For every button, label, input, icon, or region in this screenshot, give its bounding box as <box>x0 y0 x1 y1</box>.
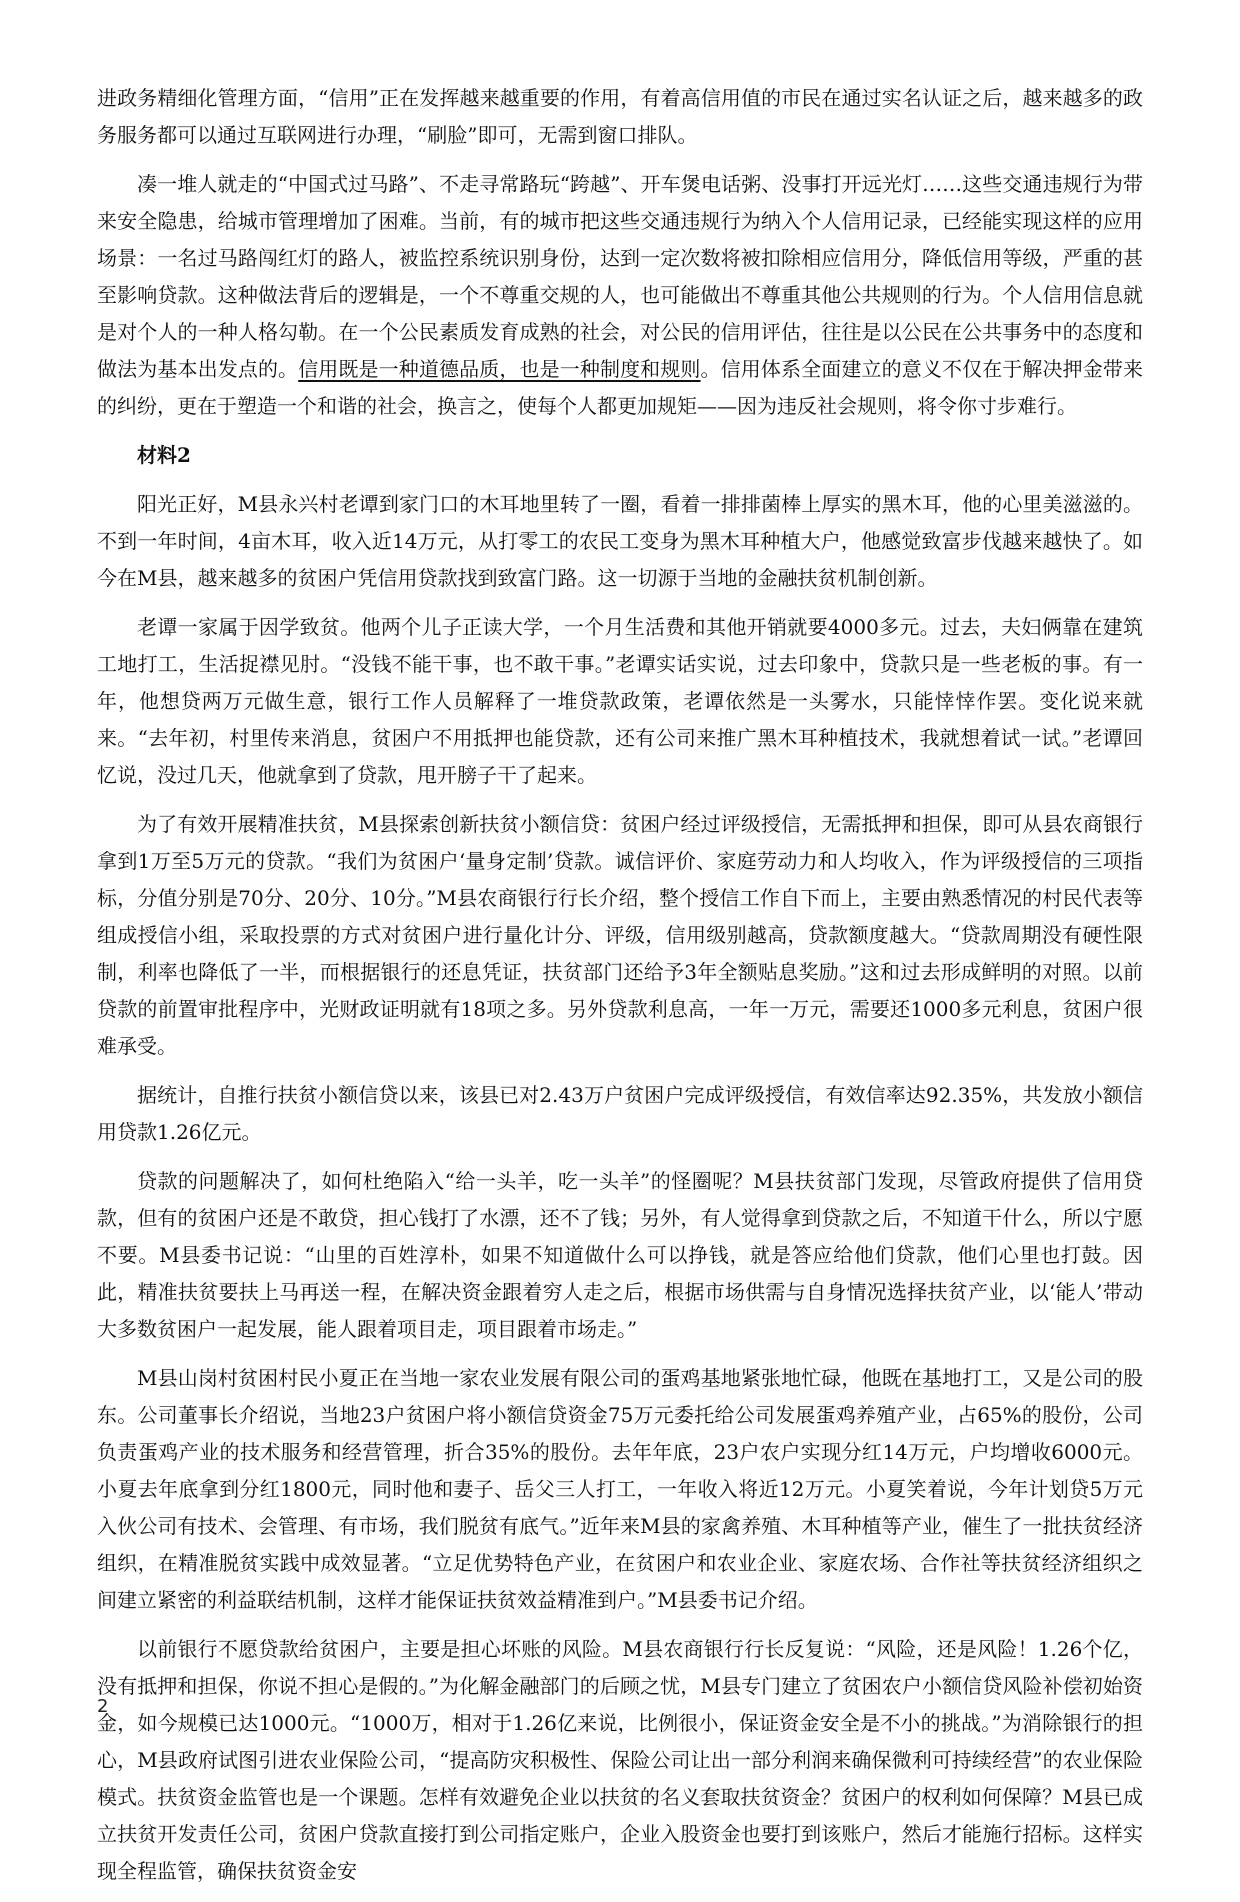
paragraph-traffic-violations <box>97 166 1143 425</box>
section-heading-material-2: 材料2 <box>137 443 191 467</box>
paragraph-statistics: 据统计，自推行扶贫小额信贷以来，该县已对2.43万户贫困户完成评级授信，有效信率达92.35%，共发放小额信用贷款1.26亿元。 <box>97 1083 1143 1144</box>
paragraph-credit-governance: 进政务精细化管理方面，“信用”正在发挥越来越重要的作用，有着高信用值的市民在通过实名认证之后，越来越多的政务服务都可以通过互联网进行办理，“刷脸”即可，无需到窗口排队。 <box>97 86 1143 147</box>
document-page <box>97 80 1143 1902</box>
paragraph-industry-support: 贷款的问题解决了，如何杜绝陷入“给一头羊，吃一头羊”的怪圈呢？M县扶贫部门发现，尽管政府提供了信用贷款，但有的贫困户还是不敢贷，担心钱打了水漂，还不了钱；另外，有人觉得拿到贷款之后，不知道干什么，所以宁愿不要。M县委书记说：“山里的百姓淳朴，如果不知道做什么可以挣钱，就是答应给他们贷款，他们心里也打鼓。因此，精准扶贫要扶上马再送一程，在解决资金跟着穷人走之后，根据市场供需与自身情况选择扶贫产业，以‘能人’带动大多数贫困户一起发展，能人跟着项目走，项目跟着市场走。” <box>97 1169 1143 1341</box>
underlined-key-sentence: 信用既是一种道德品质，也是一种制度和规则 <box>298 357 701 381</box>
paragraph-microcredit-innovation: 为了有效开展精准扶贫，M县探索创新扶贫小额信贷：贫困户经过评级授信，无需抵押和担保，即可从县农商银行拿到1万至5万元的贷款。“我们为贫困户‘量身定制’贷款。诚信评价、家庭劳动力和人均收入，作为评级授信的三项指标，分值分别是70分、20分、10分。”M县农商银行行长介绍，整个授信工作自下而上，主要由熟悉情况的村民代表等组成授信小组，采取投票的方式对贫困户进行量化计分、评级，信用级别越高，贷款额度越大。“贷款周期没有硬性限制，利率也降低了一半，而根据银行的还息凭证，扶贫部门还给予3年全额贴息奖励。”这和过去形成鲜明的对照。以前贷款的前置审批程序中，光财政证明就有18项之多。另外贷款利息高，一年一万元，需要还1000多元利息，贫困户很难承受。 <box>97 812 1143 1058</box>
paragraph-risk-compensation: 以前银行不愿贷款给贫困户，主要是担心坏账的风险。M县农商银行行长反复说：“风险，还是风险！1.26个亿，没有抵押和担保，你说不担心是假的。”为化解金融部门的后顾之忧，M县专门建立了贫困农户小额信贷风险补偿初始资金，如今规模已达1000元。“1000万，相对于1.26亿来说，比例很小，保证资金安全是不小的挑战。”为消除银行的担心，M县政府试图引进农业保险公司，“提高防灾积极性、保险公司让出一部分利润来确保微利可持续经营”的农业保险模式。扶贫资金监管也是一个课题。怎样有效避免企业以扶贫的名义套取扶贫资金？贫困户的权利如何保障？M县已成立扶贫开发责任公司，贫困户贷款直接打到公司指定账户，企业入股资金也要打到该账户，然后才能施行招标。这样实现全程监管，确保扶贫资金安 <box>97 1637 1143 1883</box>
paragraph-xiao-xia-egg-farm: M县山岗村贫困村民小夏正在当地一家农业发展有限公司的蛋鸡基地紧张地忙碌，他既在基地打工，又是公司的股东。公司董事长介绍说，当地23户贫困户将小额信贷资金75万元委托给公司发展蛋鸡养殖产业，占65%的股份，公司负责蛋鸡产业的技术服务和经营管理，折合35%的股份。去年年底，23户农户实现分红14万元，户均增收6000元。小夏去年底拿到分红1800元，同时他和妻子、岳父三人打工，一年收入将近12万元。小夏笑着说，今年计划贷5万元入伙公司有技术、会管理、有市场，我们脱贫有底气。”近年来M县的家禽养殖、木耳种植等产业，催生了一批扶贫经济组织，在精准脱贫实践中成效显著。“立足优势特色产业，在贫困户和农业企业、家庭农场、合作社等扶贫经济组织之间建立紧密的利益联结机制，这样才能保证扶贫效益精准到户。”M县委书记介绍。 <box>97 1366 1143 1612</box>
page-number: 2 <box>97 1696 109 1717</box>
paragraph-traffic-violations-text: 凑一堆人就走的“中国式过马路”、不走寻常路玩“跨越”、开车煲电话粥、没事打开远光灯……这些交通违规行为带来安全隐患，给城市管理增加了困难。当前，有的城市把这些交通违规行为纳入个人信用记录，已经能实现这样的应用场景：一名过马路闯红灯的路人，被监控系统识别身份，达到一定次数将被扣除相应信用分，降低信用等级，严重的甚至影响贷款。这种做法背后的逻辑是，一个不尊重交规的人，也可能做出不尊重其他公共规则的行为。个人信用信息就是对个人的一种人格勾勒。在一个公民素质发育成熟的社会，对公民的信用评估，往往是以公民在公共事务中的态度和做法为基本出发点的。 <box>97 172 1143 381</box>
paragraph-lao-tan-fungus: 阳光正好，M县永兴村老谭到家门口的木耳地里转了一圈，看着一排排菌棒上厚实的黑木耳，他的心里美滋滋的。不到一年时间，4亩木耳，收入近14万元，从打零工的农民工变身为黑木耳种植大户，他感觉致富步伐越来越快了。如今在M县，越来越多的贫困户凭信用贷款找到致富门路。这一切源于当地的金融扶贫机制创新。 <box>97 492 1143 590</box>
paragraph-lao-tan-family: 老谭一家属于因学致贫。他两个儿子正读大学，一个月生活费和其他开销就要4000多元。过去，夫妇俩靠在建筑工地打工，生活捉襟见肘。“没钱不能干事，也不敢干事。”老谭实话实说，过去印象中，贷款只是一些老板的事。有一年，他想贷两万元做生意，银行工作人员解释了一堆贷款政策，老谭依然是一头雾水，只能悻悻作罢。变化说来就来。“去年初，村里传来消息，贫困户不用抵押也能贷款，还有公司来推广黑木耳种植技术，我就想着试一试。”老谭回忆说，没过几天，他就拿到了贷款，甩开膀子干了起来。 <box>97 615 1143 787</box>
paragraph-traffic-violations-tail: 。信用体系全面建立的意义不仅在于解决押金带来的纠纷，更在于塑造一个和谐的社会，换言之，使每个人都更加规矩——因为违反社会规则，将令你寸步难行。 <box>97 357 1144 418</box>
